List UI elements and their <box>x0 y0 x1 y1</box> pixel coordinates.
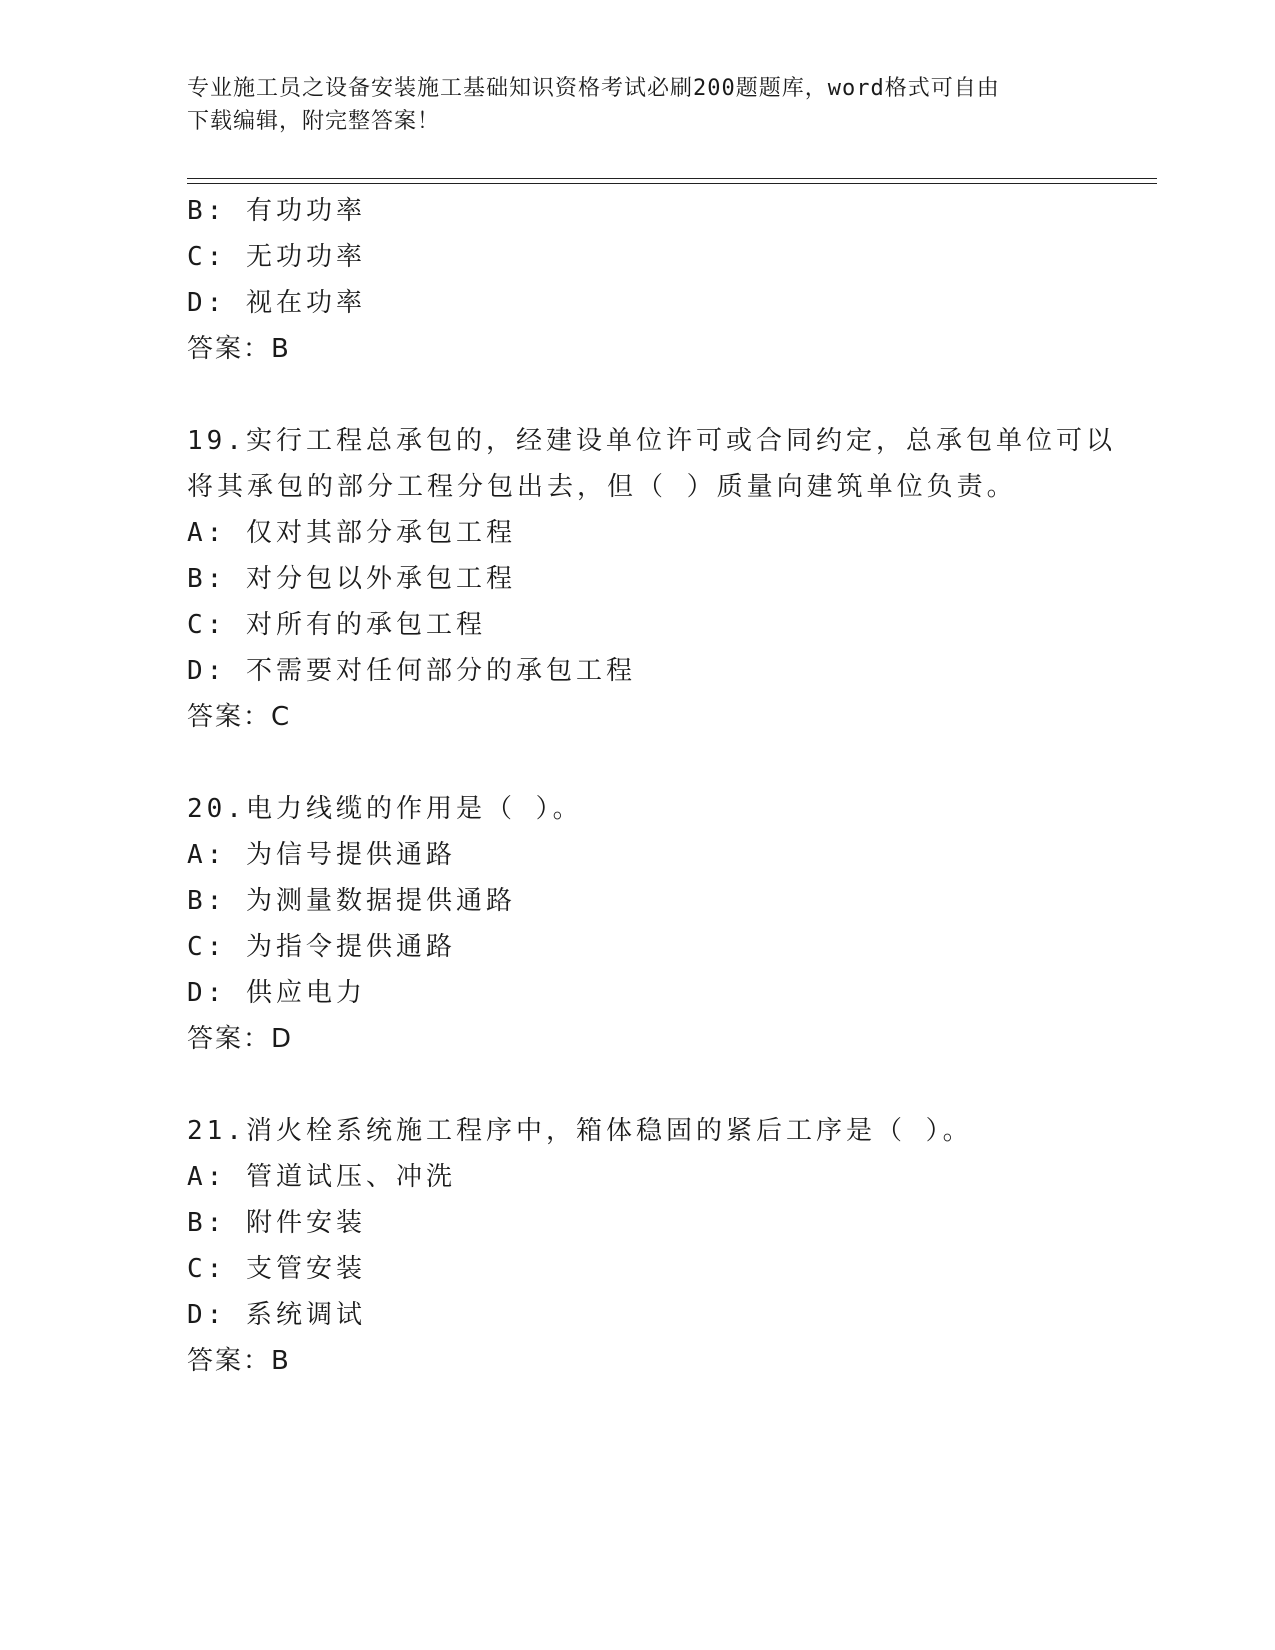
option-text: 为信号提供通路 <box>245 840 456 870</box>
header-divider-top <box>187 178 1157 179</box>
option-text: 对所有的承包工程 <box>245 610 486 640</box>
question-number: 19. <box>187 426 246 456</box>
option-row <box>187 1154 1147 1200</box>
option-row <box>187 234 1147 280</box>
question-text: 实行工程总承包的，经建设单位许可或合同约定，总承包单位可以 <box>245 426 1116 456</box>
question-stem <box>187 1108 1147 1154</box>
answer-value: D <box>271 1024 294 1054</box>
option-row <box>187 1200 1147 1246</box>
answer-label: 答案： <box>187 334 272 364</box>
option-key: B: <box>187 1208 227 1238</box>
question-19 <box>187 418 1147 740</box>
option-key: D: <box>187 978 227 1008</box>
question-text: 消火栓系统施工程序中，箱体稳固的紧后工序是（ ）。 <box>245 1116 973 1146</box>
option-text: 为测量数据提供通路 <box>245 886 516 916</box>
option-text: 为指令提供通路 <box>245 932 456 962</box>
answer-label: 答案： <box>187 1346 272 1376</box>
question-number: 20. <box>187 794 246 824</box>
option-key: C: <box>187 1254 227 1284</box>
option-row <box>187 924 1147 970</box>
option-key: B: <box>187 564 227 594</box>
option-text: 对分包以外承包工程 <box>245 564 516 594</box>
option-text: 不需要对任何部分的承包工程 <box>245 656 636 686</box>
question-text: 将其承包的部分工程分包出去，但（ ）质量向建筑单位负责。 <box>187 472 1017 502</box>
header-line-2: 下载编辑，附完整答案！ <box>187 109 441 134</box>
option-text: 支管安装 <box>245 1254 366 1284</box>
option-row <box>187 510 1147 556</box>
option-key: C: <box>187 932 227 962</box>
header-divider-bottom <box>187 183 1157 184</box>
answer-row <box>187 694 1147 740</box>
question-number: 21. <box>187 1116 246 1146</box>
question-21 <box>187 1108 1147 1384</box>
answer-row <box>187 1016 1147 1062</box>
option-key: D: <box>187 288 227 318</box>
question-20 <box>187 786 1147 1062</box>
option-row <box>187 970 1147 1016</box>
option-key: D: <box>187 656 227 686</box>
option-text: 无功功率 <box>245 242 366 272</box>
option-text: 有功功率 <box>245 196 366 226</box>
question-text: 电力线缆的作用是（ ）。 <box>245 794 583 824</box>
option-row <box>187 280 1147 326</box>
document-header <box>187 72 1067 138</box>
option-key: A: <box>187 1162 227 1192</box>
option-row <box>187 832 1147 878</box>
question-stem <box>187 418 1147 464</box>
answer-value: C <box>271 702 292 732</box>
question-continued <box>187 188 1147 372</box>
option-key: C: <box>187 242 227 272</box>
option-key: A: <box>187 518 227 548</box>
question-stem-continued <box>187 464 1147 510</box>
option-row <box>187 648 1147 694</box>
answer-row <box>187 326 1147 372</box>
option-key: B: <box>187 886 227 916</box>
option-text: 仅对其部分承包工程 <box>245 518 516 548</box>
question-list <box>187 188 1147 1384</box>
header-line-1: 专业施工员之设备安装施工基础知识资格考试必刷200题题库，word格式可自由 <box>187 76 1000 101</box>
option-key: D: <box>187 1300 227 1330</box>
question-stem <box>187 786 1147 832</box>
option-text: 系统调试 <box>245 1300 366 1330</box>
answer-row <box>187 1338 1147 1384</box>
option-row <box>187 1292 1147 1338</box>
answer-value: B <box>271 1346 291 1376</box>
option-text: 附件安装 <box>245 1208 366 1238</box>
option-row <box>187 556 1147 602</box>
option-text: 管道试压、冲洗 <box>245 1162 456 1192</box>
answer-label: 答案： <box>187 702 272 732</box>
option-text: 视在功率 <box>245 288 366 318</box>
option-key: C: <box>187 610 227 640</box>
option-text: 供应电力 <box>245 978 366 1008</box>
answer-label: 答案： <box>187 1024 272 1054</box>
option-key: A: <box>187 840 227 870</box>
option-row <box>187 1246 1147 1292</box>
option-row <box>187 878 1147 924</box>
answer-value: B <box>271 334 291 364</box>
option-row <box>187 188 1147 234</box>
option-row <box>187 602 1147 648</box>
option-key: B: <box>187 196 227 226</box>
